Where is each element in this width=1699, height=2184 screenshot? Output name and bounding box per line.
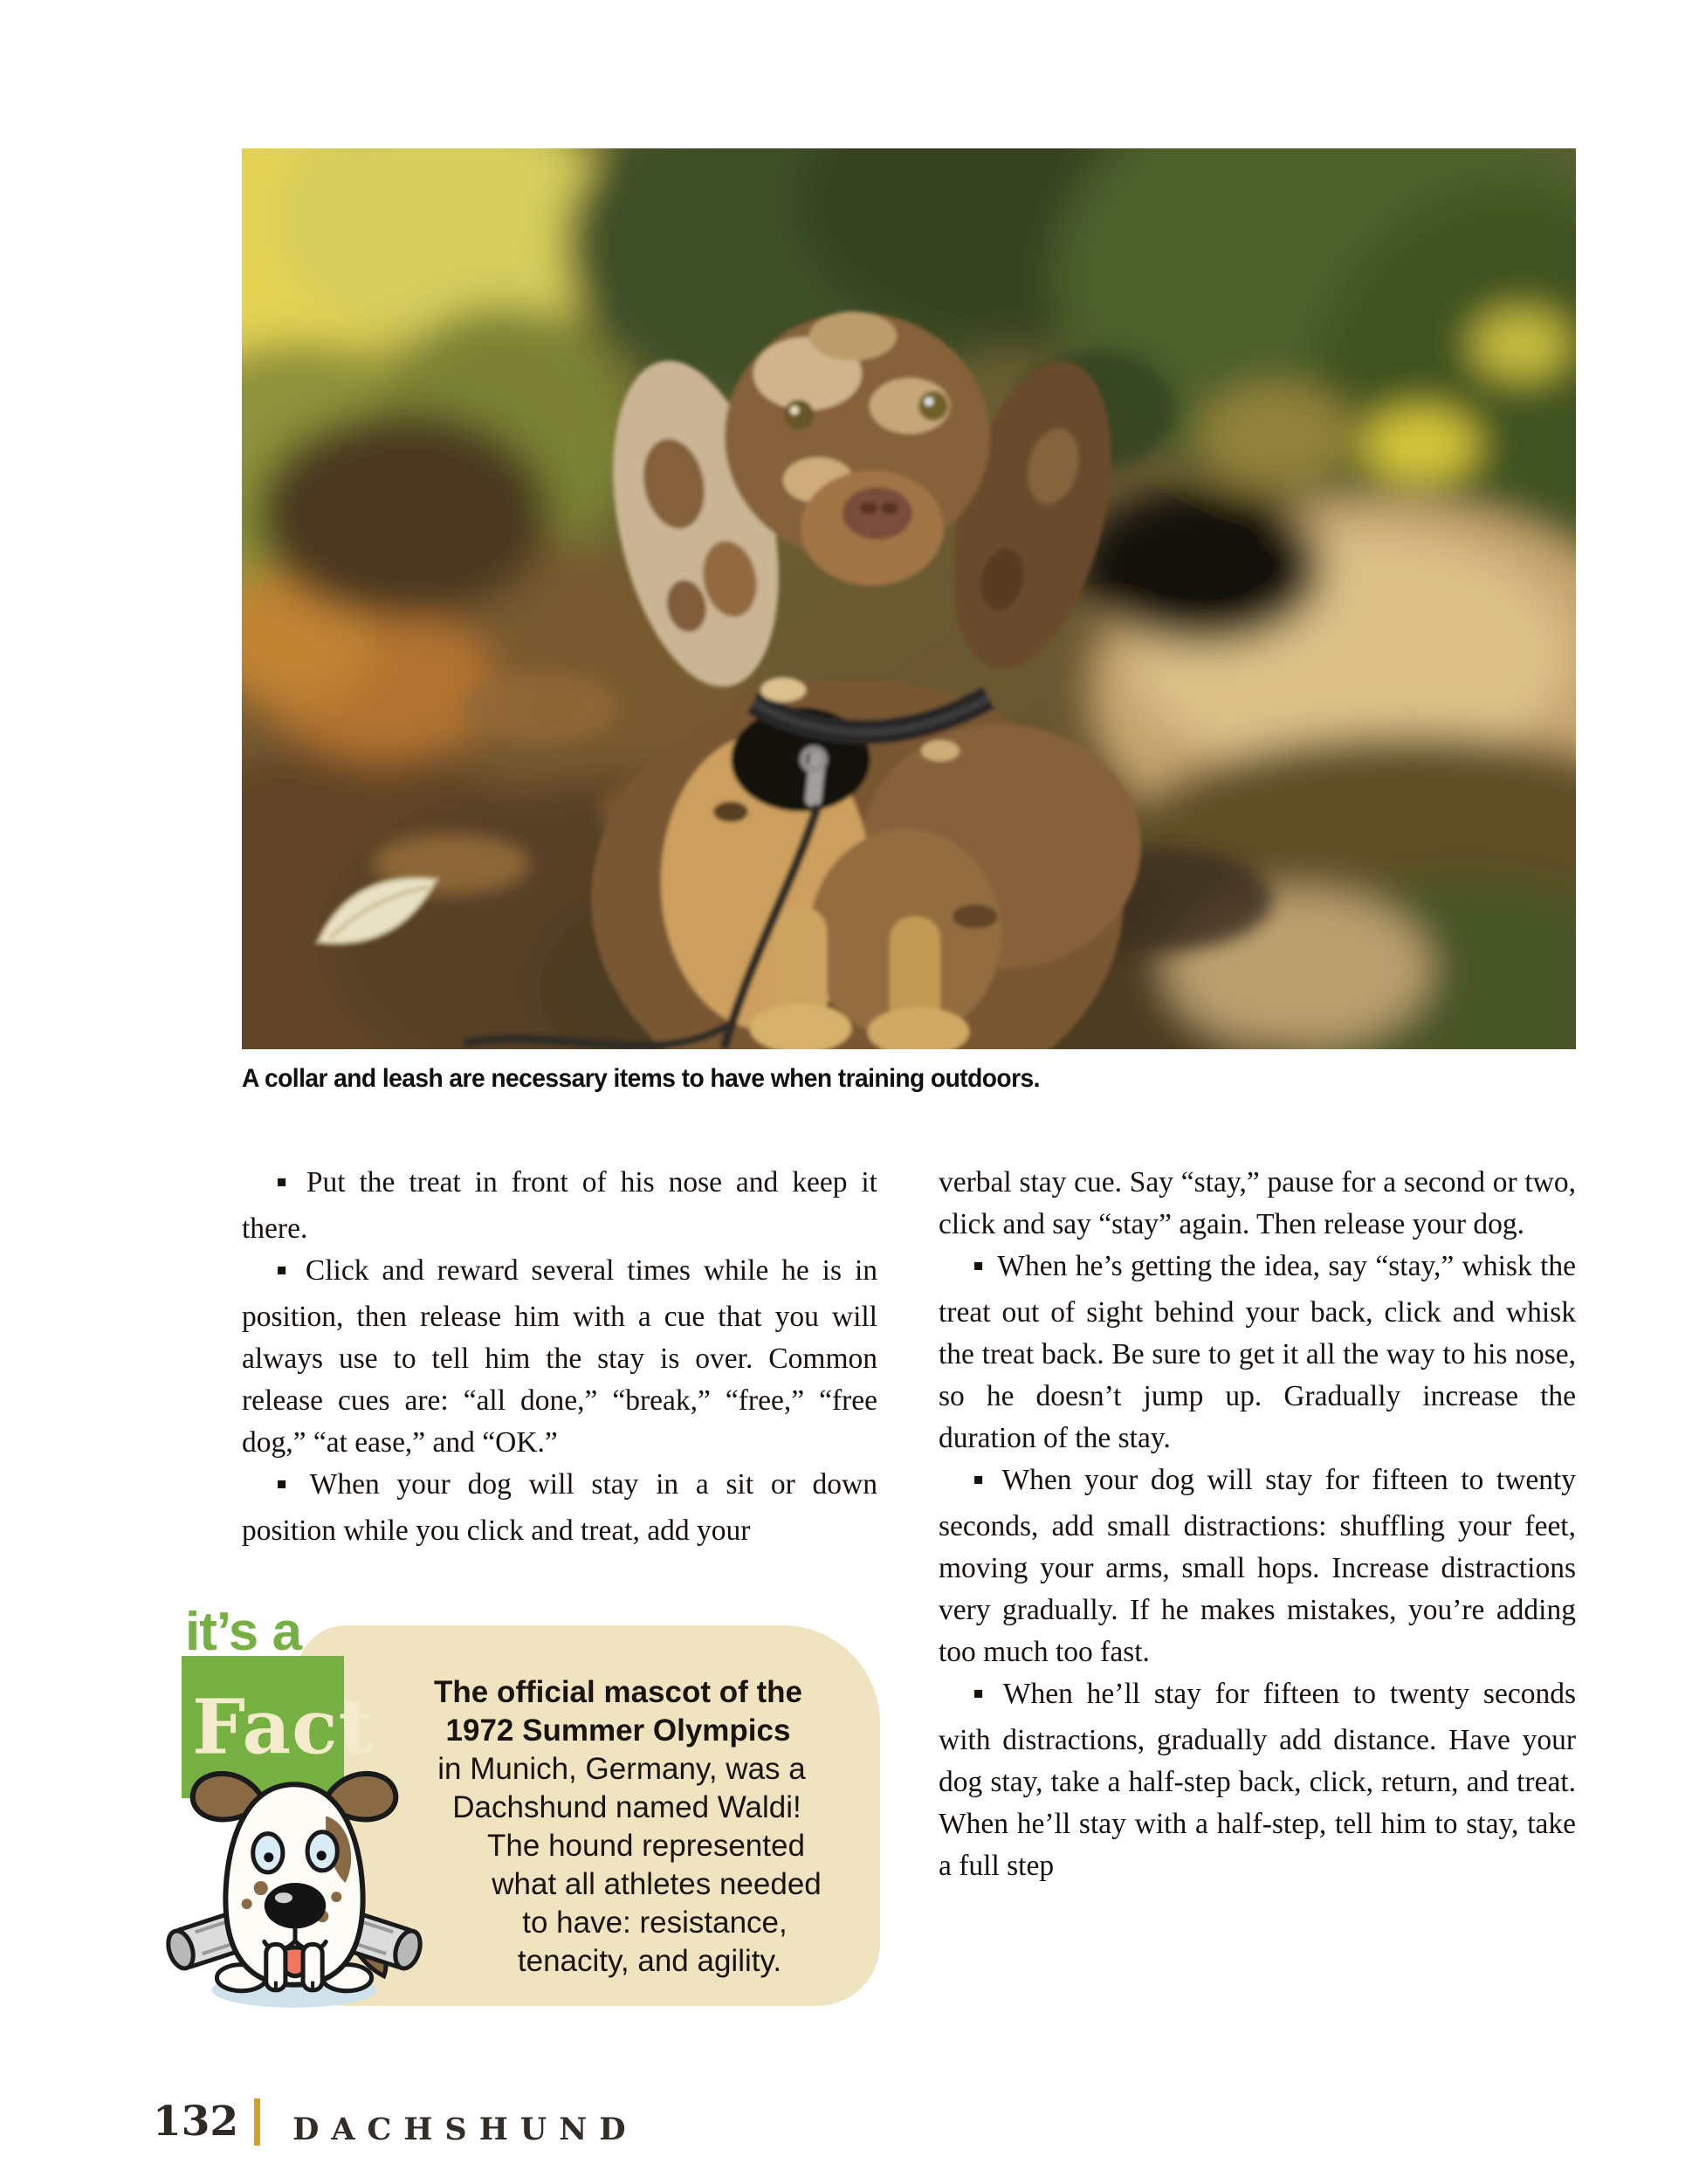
paragraph-text: When your dog will stay for fifteen to twenty seconds, add small distractions: shuffling your feet, moving your arms, small hops. Increase distractions very gradually. If he makes mistakes, you’re adding too much too fast. <box>939 1464 1576 1668</box>
footer-divider-bar <box>254 2098 260 2146</box>
fact-line: tenacity, and agility. <box>517 1944 782 1978</box>
square-bullet-icon: ■ <box>973 1471 989 1489</box>
square-bullet-icon: ■ <box>277 1261 292 1280</box>
square-bullet-icon: ■ <box>277 1475 297 1494</box>
body-column-left <box>242 1162 877 1552</box>
fact-mascot-dog-illustration <box>162 1755 426 2011</box>
fact-line: in Munich, Germany, was a <box>437 1752 806 1786</box>
body-paragraph <box>242 1250 877 1464</box>
fact-line: Dachshund named Waldi! <box>452 1790 801 1824</box>
footer-book-title: DACHSHUND <box>292 2112 638 2147</box>
body-paragraph <box>939 1246 1576 1459</box>
fact-line: 1972 Summer Olympics <box>445 1714 791 1748</box>
fact-line: The official mascot of the <box>434 1675 802 1709</box>
square-bullet-icon: ■ <box>973 1257 985 1275</box>
square-bullet-icon: ■ <box>973 1685 990 1703</box>
paragraph-text: Put the treat in front of his nose and keep it there. <box>242 1166 877 1245</box>
paragraph-text: verbal stay cue. Say “stay,” pause for a second or two, click and say “stay” again. Then release your dog. <box>939 1166 1576 1240</box>
paragraph-text: When he’s getting the idea, say “stay,” whisk the treat out of sight behind your back, click and whisk the treat back. Be sure to get it all the way to his nose, so he doesn’t jump up. Gradually increase the duration of the stay. <box>939 1250 1577 1454</box>
body-paragraph <box>939 1162 1576 1246</box>
fact-line: to have: resistance, <box>522 1906 788 1940</box>
paragraph-text: When your dog will stay in a sit or down position while you click and treat, add your <box>242 1468 878 1547</box>
square-bullet-icon: ■ <box>277 1173 293 1192</box>
fact-line: what all athletes needed <box>492 1867 822 1901</box>
dachshund-photo-illustration <box>242 148 1576 1049</box>
body-paragraph <box>939 1673 1576 1887</box>
cartoon-dog-with-newspaper <box>162 1755 426 2011</box>
page-number: 132 <box>153 2098 239 2146</box>
photo-caption: A collar and leash are necessary items to have when training outdoors. <box>242 1064 1040 1093</box>
fact-box-text <box>395 1673 873 1981</box>
dachshund-photo <box>242 148 1576 1049</box>
fact-line: The hound represented <box>487 1829 805 1863</box>
body-column-right <box>939 1162 1576 1887</box>
fact-box-kicker: it’s a <box>185 1602 301 1662</box>
body-paragraph <box>939 1459 1576 1673</box>
body-paragraph <box>242 1162 877 1250</box>
body-paragraph <box>242 1464 877 1552</box>
paragraph-text: When he’ll stay for fifteen to twenty seconds with distractions, gradually add distance. Have your dog stay, take a half-step back, click, return, and treat. When he’ll stay with a half-step, tell him to stay, take a full step <box>939 1678 1576 1882</box>
fact-box-title: Fact <box>192 1683 375 1771</box>
paragraph-text: Click and reward several times while he is in position, then release him with a cue that you will always use to tell him the stay is over. Common release cues are: “all done,” “break,” “free,” “free dog,” “at ease,” and “OK.” <box>242 1254 878 1459</box>
